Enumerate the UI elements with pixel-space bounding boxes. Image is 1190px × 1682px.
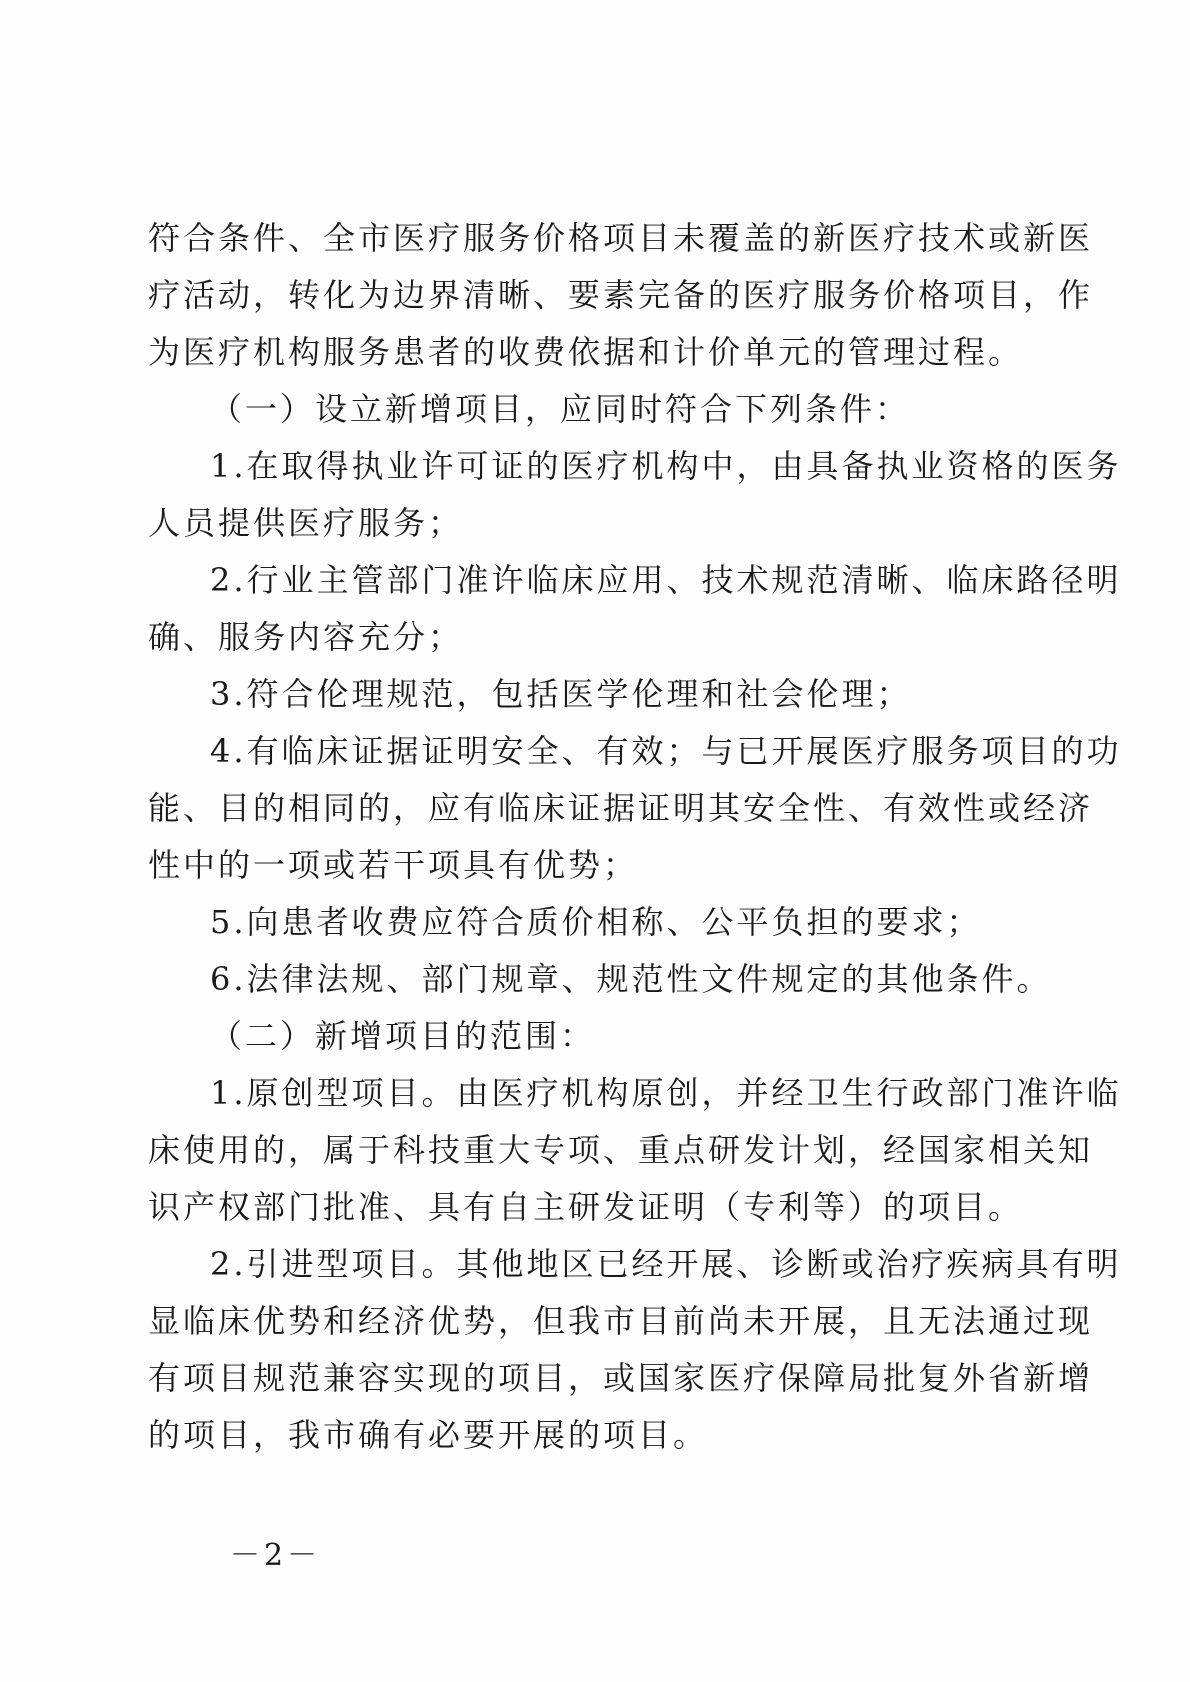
- text-line: 床使用的，属于科技重大专项、重点研发计划，经国家相关知: [148, 1131, 1094, 1169]
- text-line: 2.行业主管部门准许临床应用、技术规范清晰、临床路径明: [210, 561, 1122, 599]
- section-heading-2: （二）新增项目的范围：: [210, 1017, 596, 1055]
- text-line: 疗活动，转化为边界清晰、要素完备的医疗服务价格项目，作: [148, 276, 1094, 314]
- text-line: 2.引进型项目。其他地区已经开展、诊断或治疗疾病具有明: [210, 1245, 1122, 1283]
- text-line: 的项目，我市确有必要开展的项目。: [148, 1416, 709, 1454]
- text-line: 有项目规范兼容实现的项目，或国家医疗保障局批复外省新增: [148, 1359, 1094, 1397]
- text-line: 1.原创型项目。由医疗机构原创，并经卫生行政部门准许临: [210, 1074, 1122, 1112]
- body-text: [148, 210, 1122, 1464]
- text-line: 能、目的相同的，应有临床证据证明其安全性、有效性或经济: [148, 789, 1094, 827]
- text-line: 识产权部门批准、具有自主研发证明（专利等）的项目。: [148, 1188, 1024, 1226]
- text-line: 人员提供医疗服务；: [148, 504, 464, 542]
- page-number: －2－: [230, 1538, 322, 1573]
- text-line: 6.法律法规、部门规章、规范性文件规定的其他条件。: [210, 960, 1052, 998]
- text-line: 1.在取得执业许可证的医疗机构中，由具备执业资格的医务: [210, 447, 1122, 485]
- text-line: 显临床优势和经济优势，但我市目前尚未开展，且无法通过现: [148, 1302, 1094, 1340]
- text-line: 符合条件、全市医疗服务价格项目未覆盖的新医疗技术或新医: [148, 219, 1094, 257]
- section-heading-1: （一）设立新增项目，应同时符合下列条件：: [210, 390, 911, 428]
- text-line: 为医疗机构服务患者的收费依据和计价单元的管理过程。: [148, 333, 1024, 371]
- text-line: 3.符合伦理规范，包括医学伦理和社会伦理；: [210, 675, 912, 713]
- text-line: 确、服务内容充分；: [148, 618, 464, 656]
- text-line: 5.向患者收费应符合质价相称、公平负担的要求；: [210, 903, 982, 941]
- text-line: 4.有临床证据证明安全、有效；与已开展医疗服务项目的功: [210, 732, 1122, 770]
- text-line: 性中的一项或若干项具有优势；: [148, 846, 639, 884]
